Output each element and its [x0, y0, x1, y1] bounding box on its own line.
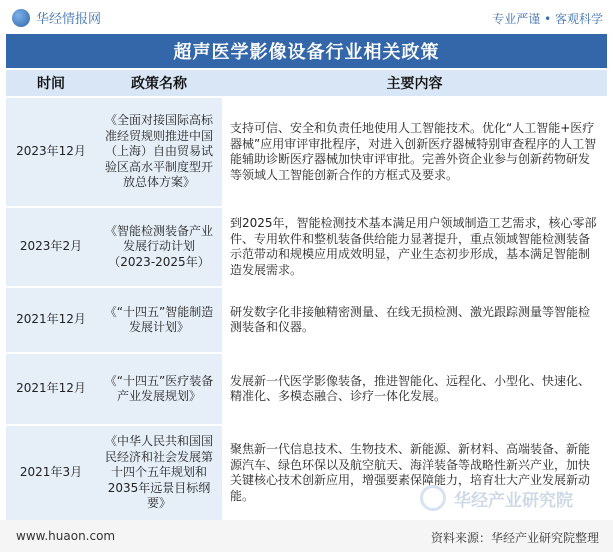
table-header-row: [6, 70, 607, 97]
policy-content: 支持可信、安全和负责任地使用人工智能技术。优化“人工智能+医疗器械”应用审评审批程序，对进入创新医疗器械特别审查程序的人工智能辅助诊断医疗器械加快审评审批。完善外资企业参与创新药物研发等领域人工智能创新合作的方框式及要求。: [222, 97, 607, 207]
table-row: [6, 353, 607, 425]
policy-name: 《“十四五”智能制造发展计划》: [96, 287, 222, 353]
policy-content: 研发数字化非接触精密测量、在线无损检测、激光跟踪测量等智能检测装备和仪器。: [222, 287, 607, 353]
table-row: [6, 425, 607, 521]
policy-date: 2021年3月: [6, 425, 96, 521]
table-row: [6, 207, 607, 287]
policy-table: [6, 70, 607, 522]
policy-content: 到2025年，智能检测技术基本满足用户领域制造工艺需求，核心零部件、专用软件和整机装备供给能力显著提升，重点领域智能检测装备示范带动和规模应用成效明显，产业生态初步形成，基本满足智能制造发展需求。: [222, 207, 607, 287]
table-row: [6, 97, 607, 207]
footer-url: www.huaon.com: [16, 529, 116, 543]
slogan: 专业严谨 • 客观科学: [492, 12, 603, 26]
footer: [0, 520, 613, 552]
brand-logo-icon: [12, 9, 30, 27]
column-header-name: 政策名称: [96, 70, 222, 97]
policy-name: 《全面对接国际高标准经贸规则推进中国（上海）自由贸易试验区高水平制度型开放总体方案》: [96, 97, 222, 207]
page-title: 超声医学影像设备行业相关政策: [6, 34, 607, 68]
policy-date: 2021年12月: [6, 287, 96, 353]
policy-date: 2021年12月: [6, 353, 96, 425]
policy-content: 聚焦新一代信息技术、生物技术、新能源、新材料、高端装备、新能源汽车、绿色环保以及航空航天、海洋装备等战略性新兴产业，加快关键核心技术创新应用，增强要素保障能力，培育壮大产业发展新动能。: [222, 425, 607, 521]
column-header-date: 时间: [6, 70, 96, 97]
policy-date: 2023年12月: [6, 97, 96, 207]
column-header-content: 主要内容: [222, 70, 607, 97]
brand-name: 华经情报网: [36, 12, 102, 27]
top-bar: [0, 0, 613, 34]
policy-name: 《“十四五”医疗装备产业发展规划》: [96, 353, 222, 425]
policy-name: 《中华人民共和国国民经济和社会发展第十四个五年规划和2035年远景目标纲要》: [96, 425, 222, 521]
policy-content: 发展新一代医学影像装备，推进智能化、远程化、小型化、快速化、精准化、多模态融合、诊疗一体化发展。: [222, 353, 607, 425]
policy-name: 《智能检测装备产业发展行动计划（2023-2025年）: [96, 207, 222, 287]
table-row: [6, 287, 607, 353]
footer-source: 资料来源：华经产业研究院整理: [430, 531, 599, 545]
brand: [12, 8, 101, 27]
policy-date: 2023年2月: [6, 207, 96, 287]
watermark-text: 华经产业研究院: [454, 490, 573, 511]
